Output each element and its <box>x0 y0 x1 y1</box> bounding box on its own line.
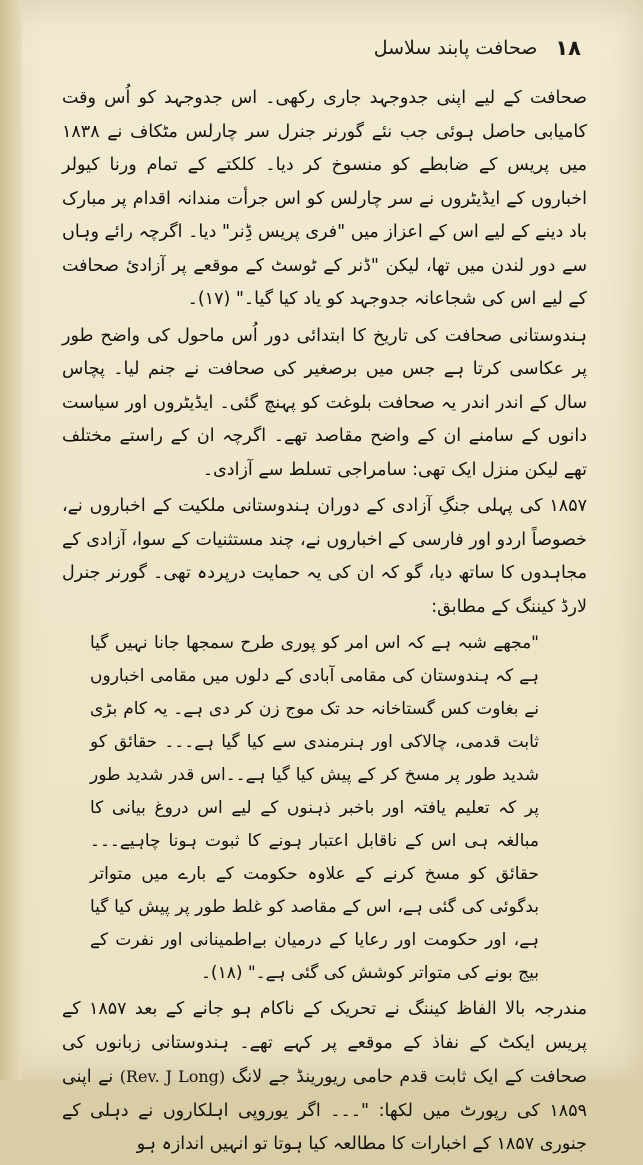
paragraph-3: ۱۸۵۷ کی پہلی جنگِ آزادی کے دوران ہندوستانی ملکیت کے اخباروں نے، خصوصاً اردو اور فارسی کے اخباروں نے، چند مستثنیات کے سوا، آزادی کے مجاہدوں کا ساتھ دیا، گو کہ ان کی یہ حمایت درپردہ تھی۔ گورنر جنرل لارڈ کیننگ کے مطابق: <box>62 496 587 617</box>
page-header <box>60 30 581 66</box>
paragraph-4 <box>62 993 587 1162</box>
running-title: صحافت پابند سلاسل <box>373 37 538 59</box>
page-binding-edge <box>0 0 22 1080</box>
paragraph-4-tail: نے اپنی ۱۸۵۹ کی رپورٹ میں لکھا: "۔۔۔ اگر یوروپی اہلکاروں نے دہلی کے جنوری ۱۸۵۷ کے اخبارات کا مطالعہ کیا ہوتا تو انہیں اندازہ ہو <box>62 1067 587 1154</box>
page-number: ۱۸ <box>555 36 581 60</box>
paragraph-4-text: مندرجہ بالا الفاظ کیننگ نے تحریک کے ناکام ہو جانے کے بعد ۱۸۵۷ کے پریس ایکٹ کے نفاذ کے موقعے پر کہے تھے۔ ہندوستانی زبانوں کی صحافت کے ایک ثابت قدم حامی ریورینڈ جے لانگ <box>62 999 587 1087</box>
paragraph-1: صحافت کے لیے اپنی جدوجہد جاری رکھی۔ اس جدوجہد کو اُس وقت کامیابی حاصل ہوئی جب نئے گورنر جنرل سر چارلس مٹکاف نے ۱۸۳۸ میں پریس کے ضابطے کو منسوخ کر دیا۔ کلکتے کے تمام ورنا کیولر اخباروں کے ایڈیٹروں نے سر چارلس کو اس جرأت مندانہ اقدام پر مبارک باد دینے کے لیے اس کے اعزاز میں "فری پریس ڈِنر" دیا۔ اگرچہ رائے وہاں سے دور لندن میں تھا، لیکن "ڈنر کے ٹوسٹ کے موقعے پر آزادیٔ صحافت کے لیے اس کی شجاعانہ جدوجہد کو یاد کیا گیا۔" (۱۷)۔ <box>62 88 587 309</box>
page-body <box>62 82 587 1165</box>
block-quote-canning: "مجھے شبہ ہے کہ اس امر کو پوری طرح سمجھا جانا نہیں گیا ہے کہ ہندوستان کی مقامی آبادی کے دلوں میں مقامی اخباروں نے بغاوت کس گستاخانہ حد تک موج زن کر دی ہے۔ یہ کام بڑی ثابت قدمی، چالاکی اور ہنرمندی سے کیا گیا ہے۔۔۔ حقائق کو شدید طور پر مسخ کر کے پیش کیا گیا ہے۔۔اس قدر شدید طور پر کہ تعلیم یافتہ اور باخبر ذہنوں کے لیے اس دروغ بیانی کا مبالغہ ہی اس کے ناقابل اعتبار ہونے کا ثبوت ہونا چاہیے۔۔۔ حقائق کو مسخ کرنے کے علاوہ حکومت کے بارے میں متواتر بدگوئی کی گئی ہے، اس کے مقاصد کو غلط طور پر پیش کیا گیا ہے، اور حکومت اور رعایا کے درمیان بےاطمینانی اور نفرت کے بیج بونے کی متواتر کوشش کی گئی ہے۔" (۱۸)۔ <box>90 633 539 983</box>
latin-name: (Rev. J Long) <box>119 1067 226 1086</box>
paragraph-2: ہندوستانی صحافت کی تاریخ کا ابتدائی دور اُس ماحول کی واضح طور پر عکاسی کرتا ہے جس میں برصغیر کی صحافت نے جنم لیا۔ پچاس سال کے اندر اندر یہ صحافت بلوغت کو پہنچ گئی۔ ایڈیٹروں اور سیاست دانوں کے سامنے ان کے واضح مقاصد تھے۔ اگرچہ ان کے راستے مختلف تھے لیکن منزل ایک تھی: سامراجی تسلط سے آزادی۔ <box>62 325 587 480</box>
